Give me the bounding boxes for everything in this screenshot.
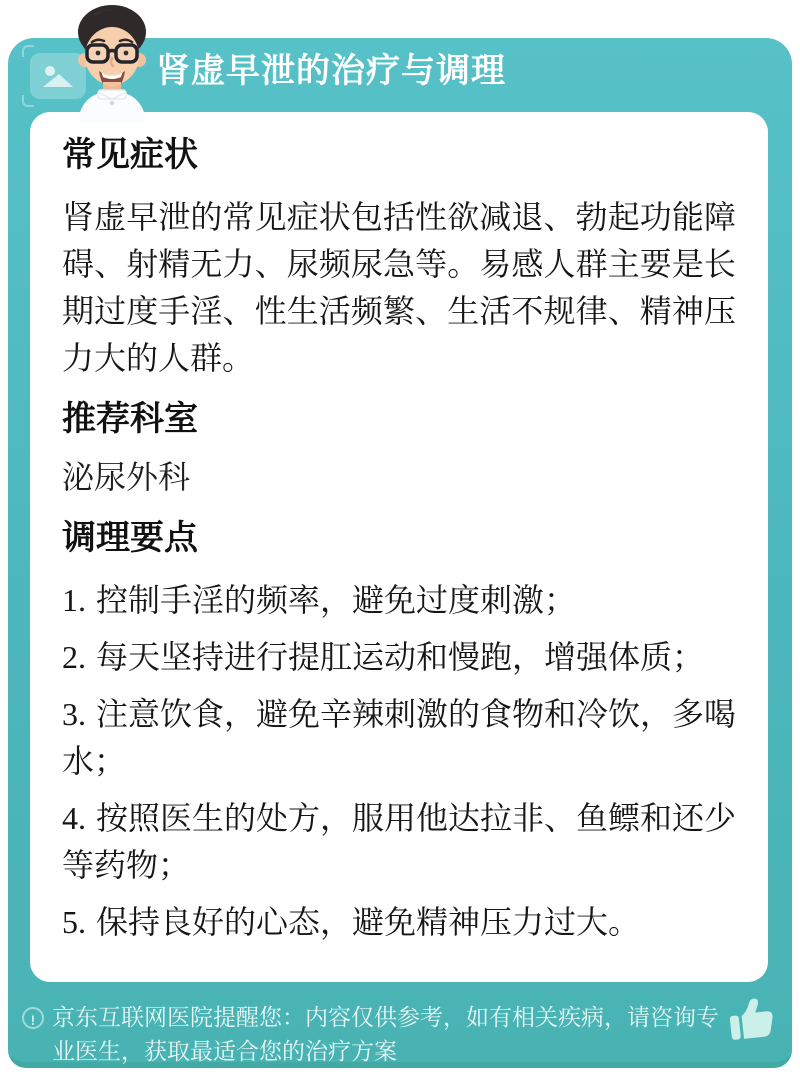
list-item [62, 634, 736, 681]
list-item-text: 控制手淫的频率，避免过度刺激； [96, 582, 577, 618]
section-heading-symptoms: 常见症状 [62, 136, 198, 174]
list-item-text: 每天坚持进行提肛运动和慢跑，增强体质； [96, 639, 705, 675]
thumbs-up-icon [724, 996, 778, 1043]
list-item [62, 899, 736, 946]
section-heading-tips: 调理要点 [62, 519, 198, 557]
tips-list [62, 577, 736, 946]
list-item-number: 1. [62, 582, 86, 618]
list-item-text: 保持良好的心态，避免精神压力过大。 [96, 904, 641, 940]
list-item [62, 691, 736, 785]
list-item-number: 5. [62, 904, 86, 940]
list-item [62, 577, 736, 624]
symptoms-paragraph: 肾虚早泄的常见症状包括性欲减退、勃起功能障碍、射精无力、尿频尿急等。易感人群主要是长期过度手淫、性生活频繁、生活不规律、精神压力大的人群。 [62, 199, 736, 376]
disclaimer-footer [22, 1000, 722, 1068]
list-item-number: 4. [62, 800, 86, 836]
badge-corner-bracket [22, 95, 34, 107]
list-item [62, 795, 736, 889]
list-item-text: 注意饮食，避免辛辣刺激的食物和冷饮，多喝水； [62, 696, 737, 779]
list-item-text: 按照医生的处方，服用他达拉非、鱼鳔和还少等药物； [62, 800, 737, 883]
main-teal-panel [8, 38, 792, 1068]
department-value: 泌尿外科 [62, 459, 191, 495]
list-item-number: 3. [62, 696, 86, 732]
info-icon: ! [22, 1007, 44, 1029]
badge-corner-bracket [22, 45, 34, 57]
content-card [30, 112, 768, 982]
disclaimer-text: 京东互联网医院提醒您：内容仅供参考，如有相关疾病，请咨询专业医生，获取最适合您的治疗方案 [52, 1004, 719, 1064]
page-title: 肾虚早泄的治疗与调理 [156, 52, 506, 90]
list-item-number: 2. [62, 639, 86, 675]
doctor-avatar [52, 0, 172, 122]
section-heading-department: 推荐科室 [62, 400, 198, 438]
